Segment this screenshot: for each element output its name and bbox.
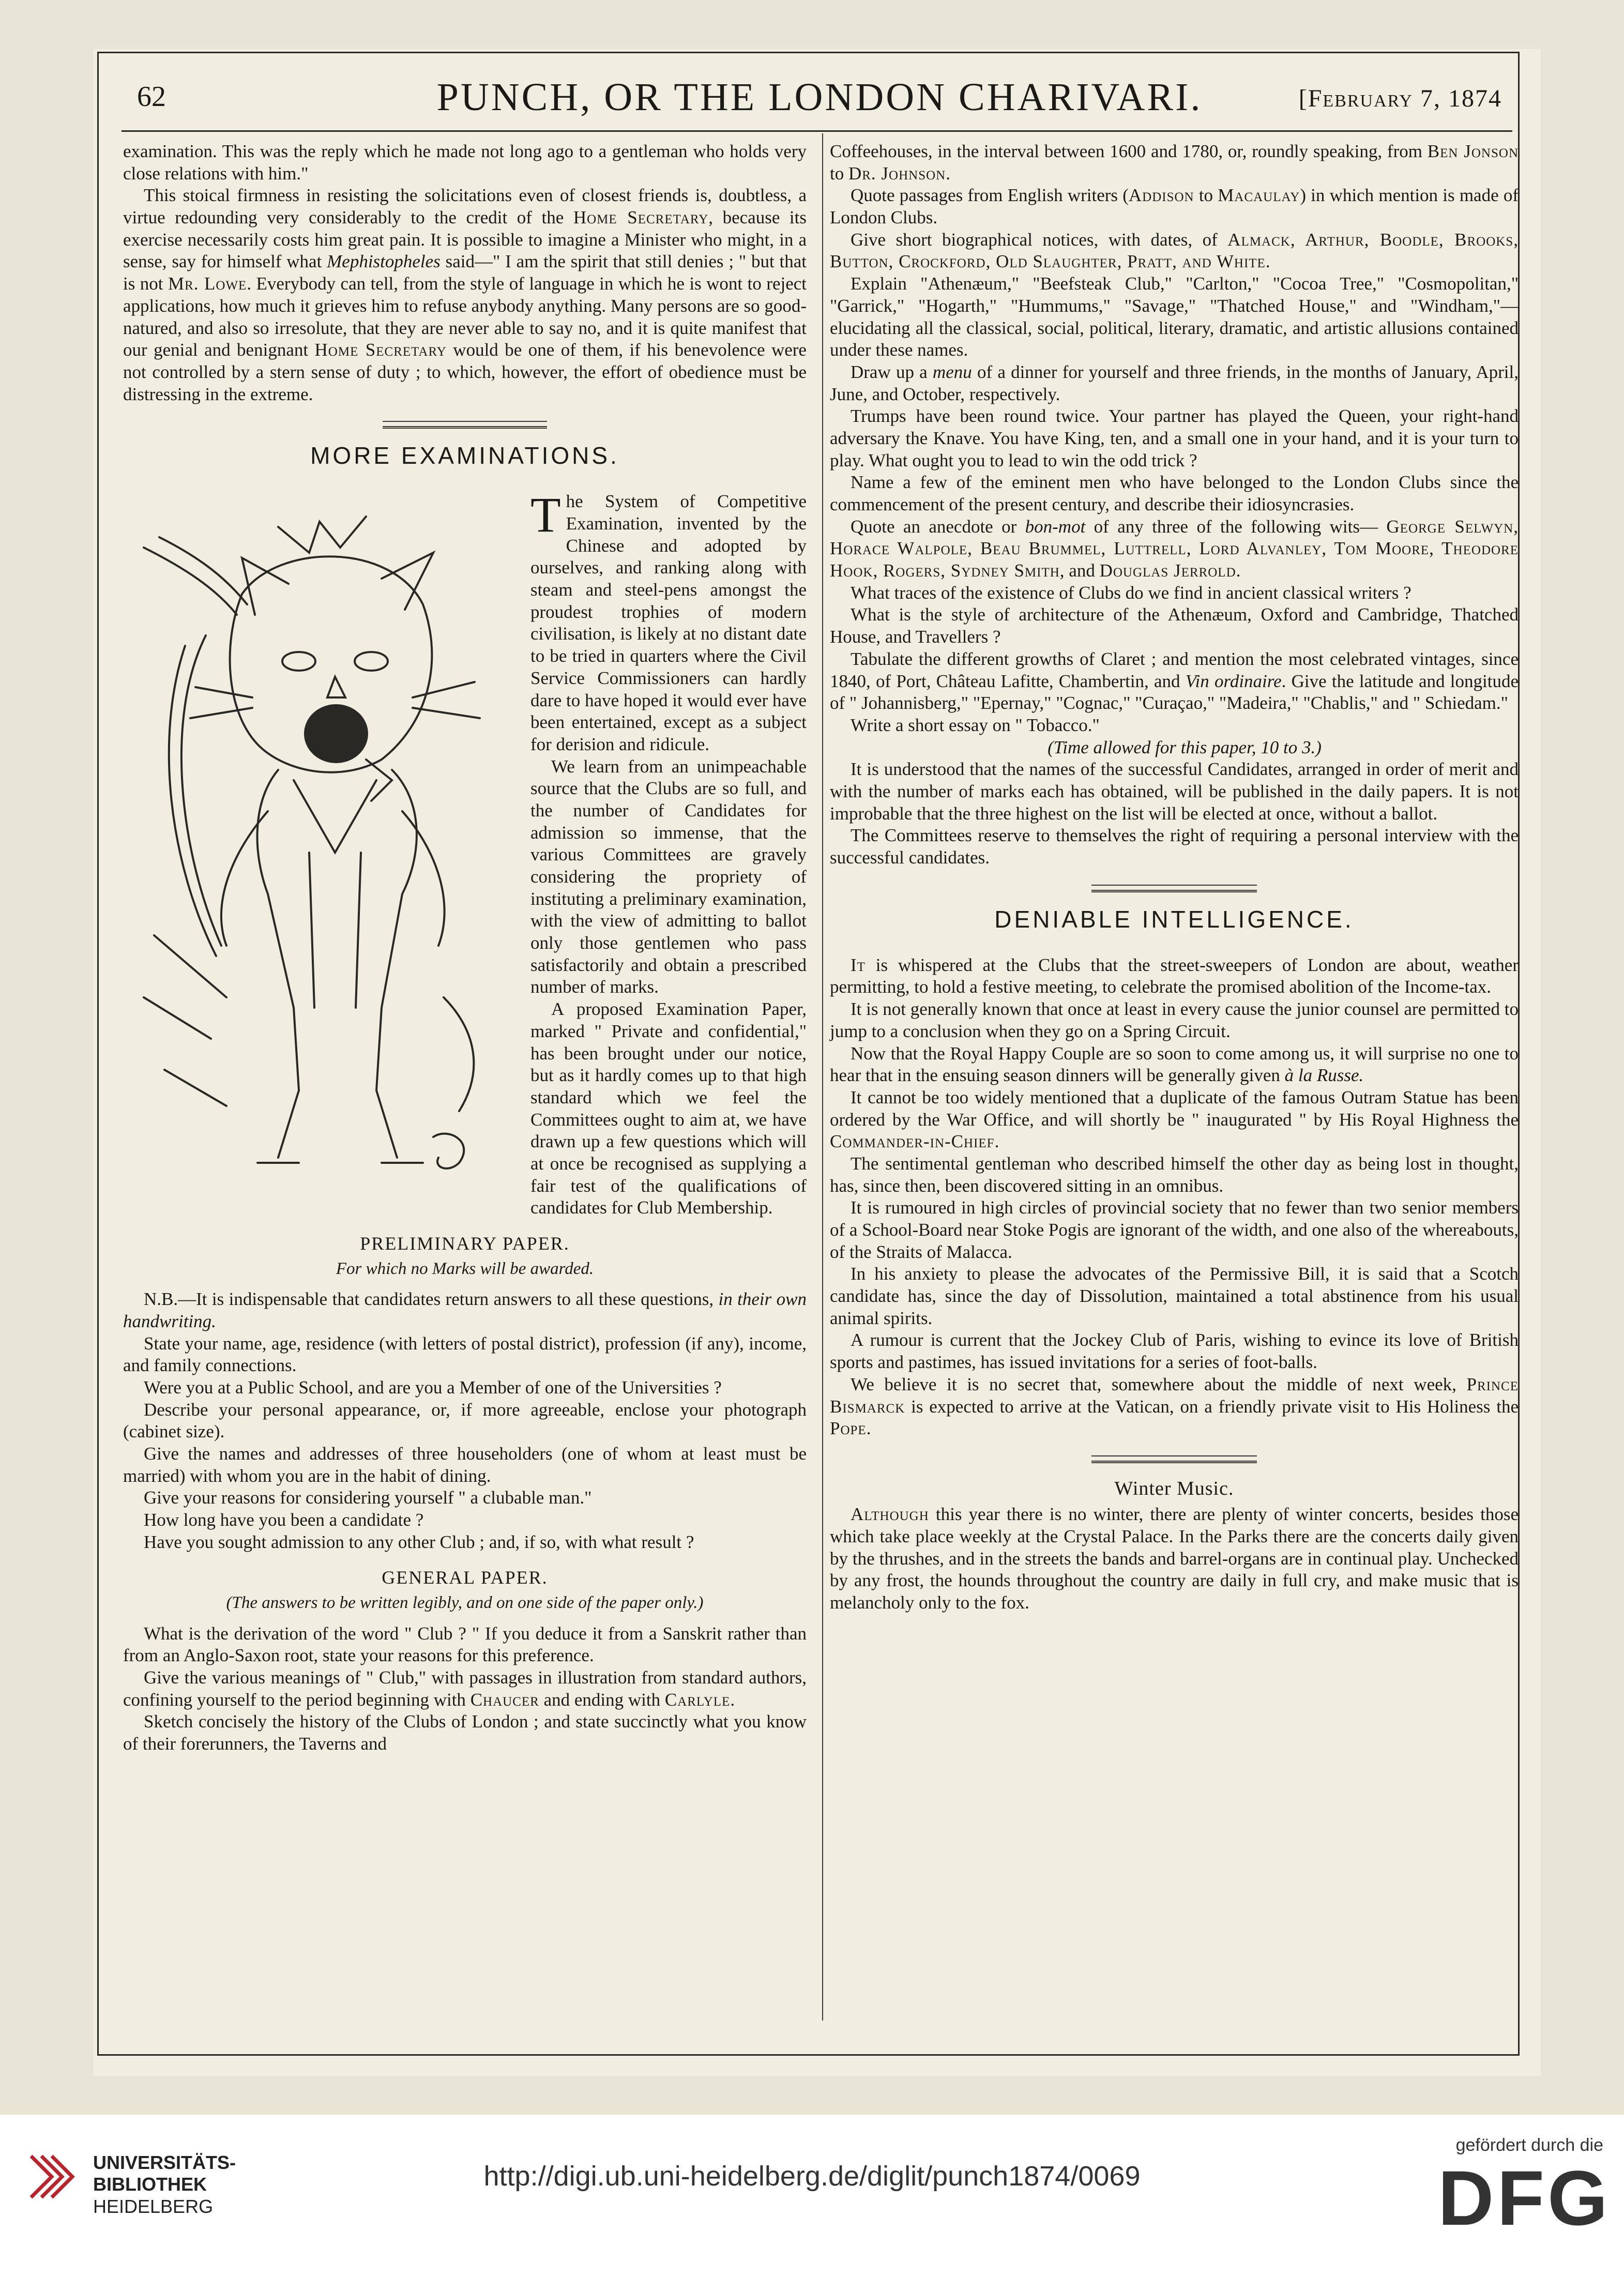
subheading: GENERAL PAPER. bbox=[382, 1567, 548, 1588]
paragraph: The sentimental gentleman who described himself the other day as being lost in thought, has, since then, been discovered sitting in an omnibus. bbox=[830, 1153, 1519, 1196]
paragraph: Although this year there is no winter, there are plenty of winter concerts, besides those which take place weekly at the Crystal Palace. In the Parks there are the concerts daily given by the thrushes, and in the streets the bands and barrel-organs are in continual play. Unchecked by any frost, the hounds throughout the country are daily in full cry, and make music that is melancholy only to the fox. bbox=[830, 1504, 1519, 1613]
paragraph: Coffeehouses, in the interval between 1600 and 1780, or, roundly speaking, from Ben Jonson to Dr. Johnson. bbox=[830, 141, 1519, 184]
paragraph: It is whispered at the Clubs that the street-sweepers of London are about, weather permitting, to hold a festive meeting, to celebrate the promised abolition of the Income-tax. bbox=[830, 954, 1519, 997]
funder-name: DFG bbox=[1438, 2154, 1611, 2241]
dfg-logo bbox=[1438, 2135, 1611, 2265]
right-column bbox=[830, 141, 1519, 1614]
section-rule bbox=[1091, 885, 1257, 886]
library-name: UNIVERSITÄTS- BIBLIOTHEK HEIDELBERG bbox=[93, 2152, 236, 2217]
paragraph: Name a few of the eminent men who have belonged to the London Clubs since the commencement of the present century, and describe their idiosyncrasies. bbox=[830, 472, 1519, 514]
section-rule bbox=[1091, 1461, 1257, 1463]
paragraph: It is understood that the names of the successful Candidates, arranged in order of merit and with the number of marks each has obtained, will be published in the daily papers. It is not improbable that the three highest on the list will be elected at once, without a ballot. bbox=[830, 759, 1519, 824]
paragraph: A proposed Examination Paper, marked " Private and confidential," has been brought under our notice, but as it hardly comes up to that high standard which we feel the Committees ought to aim at, we have drawn up a few questions which will at once be recognised as supplying a fair test of the qualifications of candidates for Club Membership. bbox=[530, 999, 807, 1218]
paragraph: Describe your personal appearance, or, if more agreeable, enclose your photograph (cabinet size). bbox=[123, 1399, 807, 1442]
subheading-note: (The answers to be written legibly, and on one side of the paper only.) bbox=[226, 1593, 704, 1613]
section-rule bbox=[1091, 890, 1257, 892]
source-url-link[interactable]: http://digi.ub.uni-heidelberg.de/diglit/punch1874/0069 bbox=[483, 2161, 1141, 2192]
section-heading: MORE EXAMINATIONS. bbox=[310, 442, 619, 469]
paragraph: This stoical firmness in resisting the solicitations even of closest friends is, doubtless, a virtue redounding very considerably to the credit of the Home Secretary, because its exercise necessarily costs him great pain. It is possible to imagine a Minister who might, in a sense, say for himself what Mephistopheles said—" I am the spirit that still denies ; " but that is not Mr. Lowe. Everybody can tell, from the style of language in which he is wont to reject applications, how much it grieves him to refuse anybody anything. Many persons are so good-natured, and also so irresolute, that they are never able to say no, and it is quite manifest that our genial and benignant Home Secretary would be one of them, if his benevolence were not controlled by a stern sense of duty ; to which, however, the effort of obedience must be distressing in the extreme. bbox=[123, 185, 807, 404]
paragraph: State your name, age, residence (with letters of postal district), profession (if any), income, and family connections. bbox=[123, 1333, 807, 1376]
digitization-footer bbox=[0, 2115, 1624, 2277]
cat-in-suit-illustration bbox=[123, 491, 521, 1209]
funding-text: gefördert durch die bbox=[1455, 2135, 1603, 2155]
header-rule bbox=[122, 130, 1512, 132]
paragraph: It is rumoured in high circles of provincial society that no fewer than two senior members of a School-Board near Stoke Pogis are ignorant of the width, and one also of the whereabouts, of the Straits of Malacca. bbox=[830, 1197, 1519, 1262]
paragraph: The System of Competitive Examination, invented by the Chinese and adopted by ourselves, and ranking along with steam and steel-pens amongst the proudest trophies of modern civilisation, is likely at no distant date to be tried in quarters where the Civil Service Commissioners can hardly dare to have hoped it would ever have been entertained, except as a subject for derision and ridicule. bbox=[530, 487, 807, 754]
paragraph: It is not generally known that once at least in every cause the junior counsel are permitted to jump to a conclusion when they go on a Spring Circuit. bbox=[830, 999, 1519, 1041]
running-header bbox=[127, 75, 1512, 132]
paragraph: We believe it is no secret that, somewhere about the middle of next week, Prince Bismarck is expected to arrive at the Vatican, on a friendly private visit to His Holiness the Pope. bbox=[830, 1374, 1519, 1439]
cat-illustration-svg bbox=[123, 491, 521, 1209]
subheading: PRELIMINARY PAPER. bbox=[360, 1233, 570, 1254]
left-column bbox=[123, 141, 807, 1755]
paragraph: Quote an anecdote or bon-mot of any three of the following wits— George Selwyn, Horace Walpole, Beau Brummel, Luttrell, Lord Alvanley, Tom Moore, Theodore Hook, Rogers, Sydney Smith, and Douglas Jerrold. bbox=[830, 516, 1519, 581]
paragraph: Give the various meanings of " Club," with passages in illustration from standard authors, confining yourself to the period beginning with Chaucer and ending with Carlyle. bbox=[123, 1667, 807, 1710]
section-rule bbox=[1091, 1455, 1257, 1456]
paragraph: Were you at a Public School, and are you a Member of one of the Universities ? bbox=[144, 1377, 722, 1398]
paragraph: Draw up a menu of a dinner for yourself and three friends, in the months of January, April, June, and October, respectively. bbox=[830, 361, 1519, 404]
paragraph: Sketch concisely the history of the Clubs of London ; and state succinctly what you know of their forerunners, the Taverns and bbox=[123, 1711, 807, 1754]
section-rule bbox=[383, 426, 547, 429]
paragraph: What is the derivation of the word " Club ? " If you deduce it from a Sanskrit rather than from an Anglo-Saxon root, state your reasons for this preference. bbox=[123, 1623, 807, 1666]
paragraph: Have you sought admission to any other Club ; and, if so, with what result ? bbox=[144, 1531, 694, 1552]
paragraph: A rumour is current that the Jockey Club of Paris, wishing to evince its love of British sports and pastimes, has issued invitations for a series of foot-balls. bbox=[830, 1330, 1519, 1373]
issue-date: [February 7, 1874 bbox=[1298, 85, 1502, 112]
section-rule bbox=[383, 421, 547, 422]
subheading-note: For which no Marks will be awarded. bbox=[336, 1259, 594, 1278]
page-number: 62 bbox=[137, 81, 166, 113]
time-allowed-note: (Time allowed for this paper, 10 to 3.) bbox=[1048, 737, 1322, 757]
paragraph: What traces of the existence of Clubs do we find in ancient classical writers ? bbox=[851, 582, 1411, 603]
paragraph: Trumps have been round twice. Your partner has played the Queen, your right-hand adversary the Knave. You have King, ten, and a small one in your hand, and it is your turn to play. What ought you to lead to win the odd trick ? bbox=[830, 406, 1519, 470]
paragraph: Write a short essay on " Tobacco." bbox=[851, 715, 1100, 735]
paragraph: Give the names and addresses of three householders (one of whom at least must be married) with whom you are in the habit of dining. bbox=[123, 1444, 807, 1486]
column-rule bbox=[822, 133, 823, 2021]
drop-cap: T bbox=[530, 487, 561, 543]
paragraph: In his anxiety to please the advocates of the Permissive Bill, it is said that a Scotch candidate has, since the day of Dissolution, maintained a total abstinence from his usual animal spirits. bbox=[830, 1264, 1519, 1328]
paragraph: Give your reasons for considering yourself " a clubable man." bbox=[144, 1487, 592, 1508]
paragraph: examination. This was the reply which he made not long ago to a gentleman who holds very close relations with him." bbox=[123, 141, 807, 184]
paragraph: The Committees reserve to themselves the right of requiring a personal interview with the successful candidates. bbox=[830, 825, 1519, 868]
section-heading: Winter Music. bbox=[1114, 1477, 1234, 1499]
paragraph: We learn from an unimpeachable source that the Clubs are so full, and the number of Candidates for admission so immense, that the various Committees are gravely considering the propriety of instituting a preliminary examination, with the view of admitting to ballot only those gentlemen who pass satisfactorily and obtain a prescribed number of marks. bbox=[530, 756, 807, 997]
paragraph: Tabulate the different growths of Claret ; and mention the most celebrated vintages, since 1840, of Port, Château Lafitte, Chambertin, and Vin ordinaire. Give the latitude and longitude of " Johannisberg," "Epernay," "Cognac," "Curaçao," "Madeira," "Chablis," and " Schiedam." bbox=[830, 648, 1519, 714]
paragraph: It cannot be too widely mentioned that a duplicate of the famous Outram Statue has been ordered by the War Office, and will shortly be " inaugurated " by His Royal Highness the Commander-in-Chief. bbox=[830, 1087, 1519, 1152]
paragraph: Now that the Royal Happy Couple are so soon to come among us, it will surprise no one to hear that in the ensuing season dinners will be generally given à la Russe. bbox=[830, 1043, 1519, 1086]
running-title: PUNCH, OR THE LONDON CHARIVARI. bbox=[436, 75, 1203, 119]
paragraph: What is the style of architecture of the Athenæum, Oxford and Cambridge, Thatched House, and Travellers ? bbox=[830, 604, 1519, 647]
paragraph: Give short biographical notices, with dates, of Almack, Arthur, Boodle, Brooks, Button, Crockford, Old Slaughter, Pratt, and White. bbox=[830, 229, 1519, 272]
paragraph: N.B.—It is indispensable that candidates return answers to all these questions, in their own handwriting. bbox=[123, 1289, 807, 1331]
paragraph: Explain "Athenæum," "Beefsteak Club," "Carlton," "Cocoa Tree," "Cosmopolitan," "Garrick," "Hogarth," "Hummums," "Savage," "Thatched House," and "Windham,"—elucidating all the classical, social, political, literary, dramatic, and artistic allusions contained under these names. bbox=[830, 274, 1519, 360]
paragraph: How long have you been a candidate ? bbox=[144, 1510, 424, 1530]
paragraph: Quote passages from English writers (Addison to Macaulay) in which mention is made of London Clubs. bbox=[830, 185, 1519, 228]
section-heading: DENIABLE INTELLIGENCE. bbox=[994, 905, 1354, 933]
